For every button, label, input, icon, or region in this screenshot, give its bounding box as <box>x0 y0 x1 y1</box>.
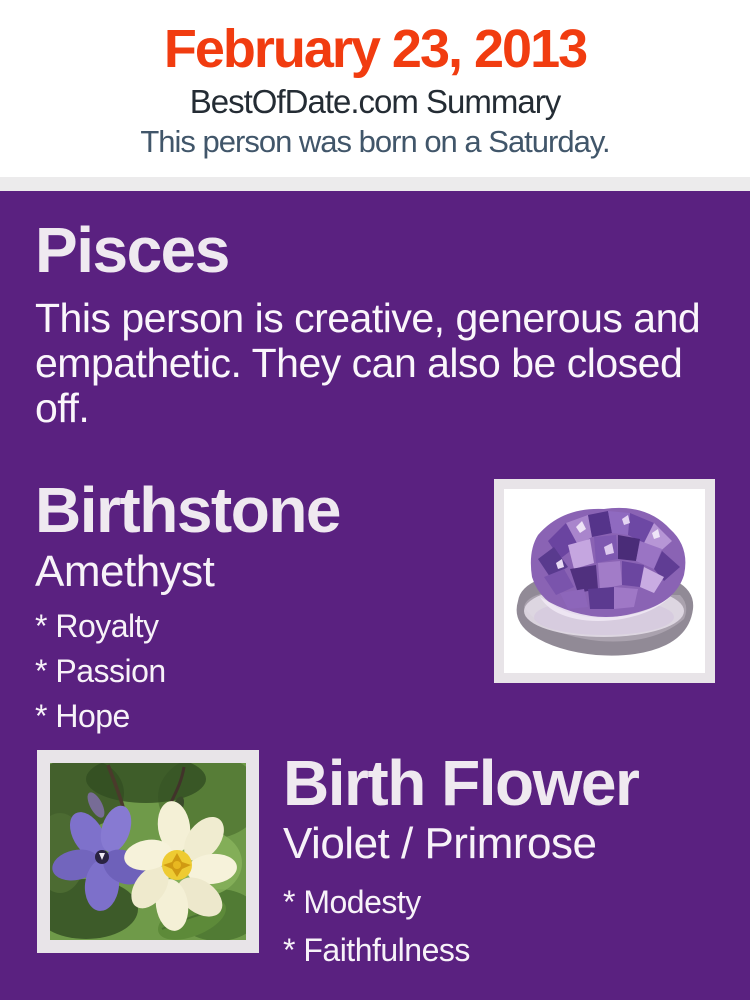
violet-primrose-image <box>50 763 246 940</box>
weekday-line: This person was born on a Saturday. <box>140 124 610 159</box>
birth-flower-heading: Birth Flower <box>283 747 639 820</box>
page-header <box>0 0 750 177</box>
site-subtitle: BestOfDate.com Summary <box>189 83 561 120</box>
birth-flower-trait: * Faithfulness <box>283 932 470 969</box>
zodiac-description: This person is creative, generous and empathetic. They can also be closed off. <box>35 295 701 432</box>
birth-flower-trait: * Modesty <box>283 884 421 921</box>
birth-flower-section <box>35 747 715 969</box>
birth-flower-trait-list <box>283 884 638 969</box>
birthstone-trait: * Passion <box>35 653 166 690</box>
zodiac-heading: Pisces <box>35 214 229 286</box>
birth-flower-text <box>283 747 639 969</box>
birth-flower-name: Violet / Primrose <box>283 819 597 869</box>
birthstone-name: Amethyst <box>35 546 215 596</box>
birth-flower-photo <box>37 750 259 953</box>
amethyst-photo <box>494 479 715 683</box>
amethyst-crystal-image <box>504 489 705 673</box>
birthstone-trait: * Hope <box>35 698 130 735</box>
birthstone-trait: * Royalty <box>35 608 159 645</box>
summary-body <box>0 191 750 1000</box>
birthstone-heading: Birthstone <box>35 474 340 547</box>
birthstone-section <box>35 474 715 735</box>
divider-bar <box>0 177 750 191</box>
date-title: February 23, 2013 <box>163 19 587 79</box>
